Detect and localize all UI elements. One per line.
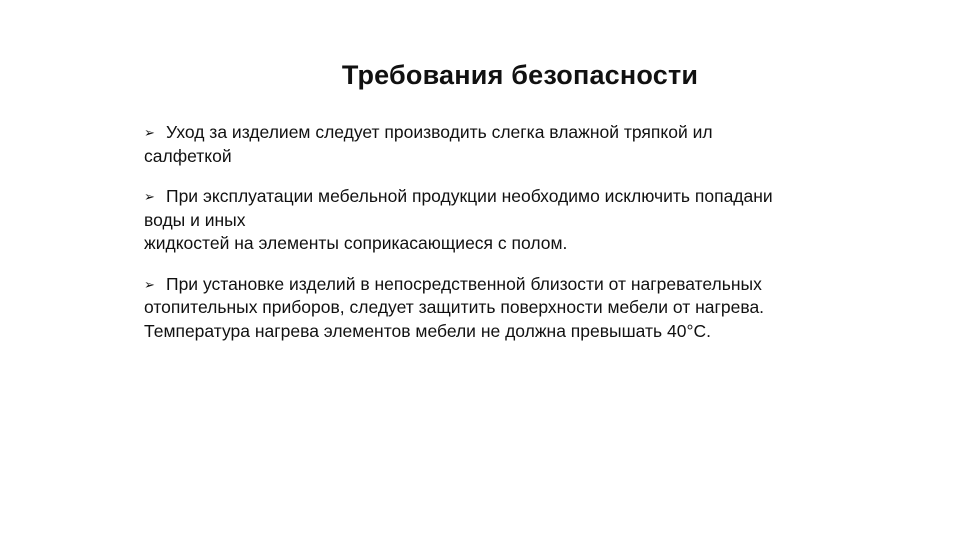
- bullet-text-line: воды и иных: [144, 209, 246, 230]
- arrow-bullet-icon: ➢: [144, 125, 155, 140]
- bullet-item: [138, 185, 898, 256]
- bullet-list: [138, 121, 898, 360]
- bullet-text-line: отопительных приборов, следует защитить поверхности мебели от нагрева.: [144, 297, 765, 317]
- bullet-text-line: Температура нагрева элементов мебели не должна превышать 40°С.: [144, 320, 711, 341]
- bullet-text-line: жидкостей на элементы соприкасающиеся с полом.: [144, 233, 568, 253]
- bullet-item: [138, 273, 898, 344]
- bullet-text-line: салфеткой: [144, 145, 232, 166]
- bullet-item: [138, 121, 898, 168]
- arrow-bullet-icon: ➢: [144, 276, 155, 292]
- slide-title: Требования безопасности: [341, 60, 699, 90]
- bullet-text-line: При эксплуатации мебельной продукции необходимо исключить попадани: [166, 186, 773, 206]
- bullet-text-line: Уход за изделием следует производить слегка влажной тряпкой ил: [166, 122, 713, 142]
- bullet-text-line: При установке изделий в непосредственной близости от нагревательных: [166, 273, 762, 294]
- arrow-bullet-icon: ➢: [144, 189, 155, 204]
